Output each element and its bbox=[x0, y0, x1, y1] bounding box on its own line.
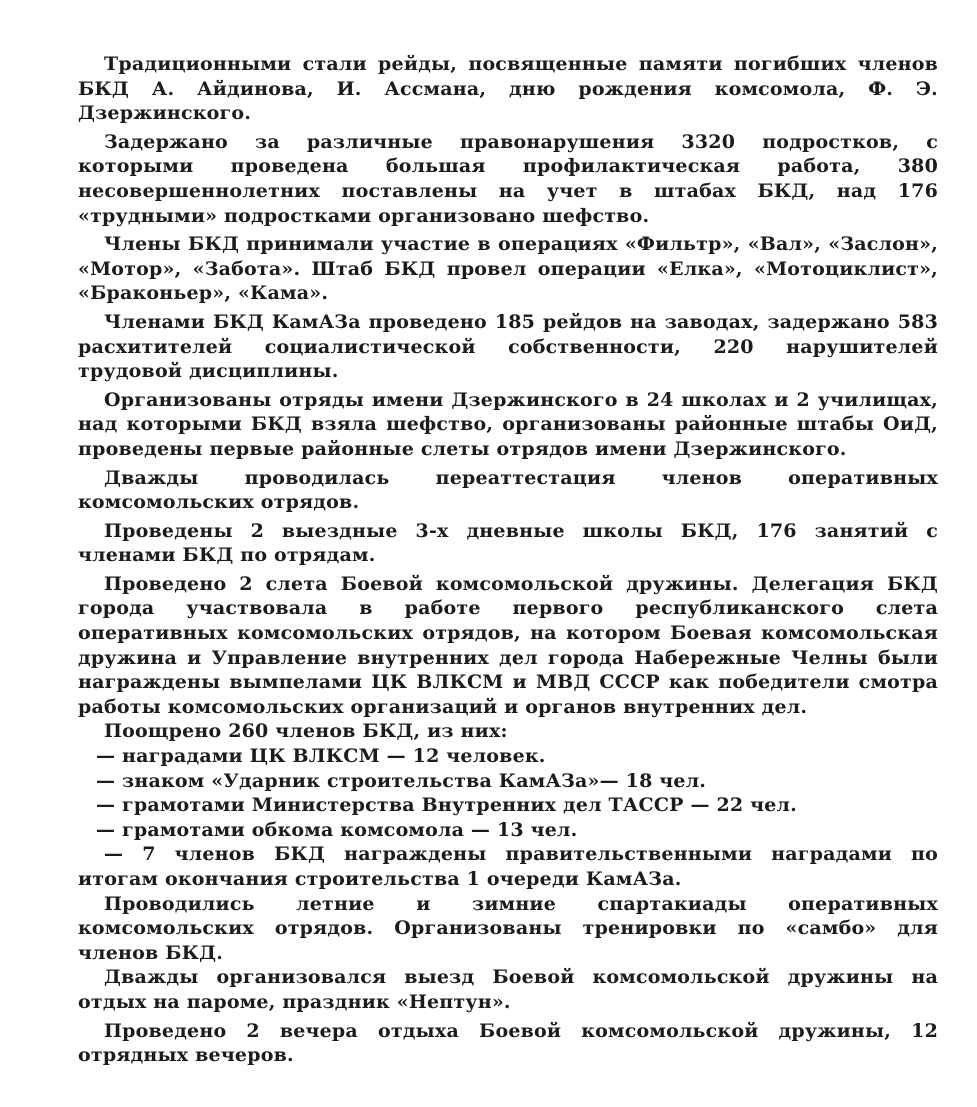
paragraph-spartakiads: Проводились летние и зимние спартакиады оперативных комсомольских отрядов. Организованы тренировки по «самбо» для членов БКД. bbox=[78, 892, 938, 964]
paragraph-raids: Традиционными стали рейды, посвященные памяти погибших членов БКД А. Айдинова, И. Ассмана, дню рождения комсомола, Ф. Э. Дзержинского. bbox=[78, 53, 938, 125]
paragraph-detained: Задержано за различные правонарушения 3320 подростков, с которыми проведена большая профилактическая работа, 380 несовершеннолетних поставлены на учет в штабах БКД, над 176 «трудными» подростками организовано шефство. bbox=[78, 130, 938, 227]
paragraph-evenings: Проведено 2 вечера отдыха Боевой комсомольской дружины, 12 отрядных вечеров. bbox=[78, 1019, 938, 1067]
paragraph-recertification: Дважды проводилась переаттестация членов оперативных комсомольских отрядов. bbox=[78, 466, 938, 514]
award-item: — грамотами Министерства Внутренних дел ТАССР — 22 чел. bbox=[96, 794, 797, 817]
document-body bbox=[78, 52, 938, 1072]
paragraph-ferry-trip: Дважды организовался выезд Боевой комсомольской дружины на отдых на пароме, праздник «Нептун». bbox=[78, 966, 938, 1013]
award-item: — наградами ЦК ВЛКСМ — 12 человек. bbox=[96, 745, 546, 768]
paragraph-kamaz-raids: Членами БКД КамАЗа проведено 185 рейдов на заводах, задержано 583 расхитителей социалистической собственности, 220 нарушителей трудовой дисциплины. bbox=[78, 310, 938, 383]
paragraph-rallies: Проведено 2 слета Боевой комсомольской дружины. Делегация БКД города участвовала в работе первого республиканского слета оперативных комсомольских отрядов, на котором Боевая комсомольская дружина и Управление внутренних дел города Набережные Челны были награждены вымпелами ЦК ВЛКСМ и МВД СССР как победители смотра работы комсомольских организаций и органов внутренних дел. bbox=[78, 572, 938, 718]
awards-intro: Поощрено 260 членов БКД, из них: bbox=[104, 720, 508, 743]
award-item: — 7 членов БКД награждены правительственными наградами по итогам окончания строительства 1 очереди КамАЗа. bbox=[78, 843, 938, 890]
paragraph-operations: Члены БКД принимали участие в операциях «Фильтр», «Вал», «Заслон», «Мотор», «Забота». Штаб БКД провел операции «Елка», «Мотоциклист», «Браконьер», «Кама». bbox=[78, 233, 938, 305]
award-item: — грамотами обкома комсомола — 13 чел. bbox=[96, 818, 578, 841]
award-item: — знаком «Ударник строительства КамАЗа»— 18 чел. bbox=[96, 769, 707, 792]
paragraph-dzerzhinsky-units: Организованы отряды имени Дзержинского в 24 школах и 2 училищах, над которыми БКД взяла шефство, организованы районные штабы ОиД, проведены первые районные слеты отрядов имени Дзержинского. bbox=[78, 388, 938, 460]
paragraph-schools: Проведены 2 выездные 3-х дневные школы БКД, 176 занятий с членами БКД по отрядам. bbox=[78, 519, 938, 567]
